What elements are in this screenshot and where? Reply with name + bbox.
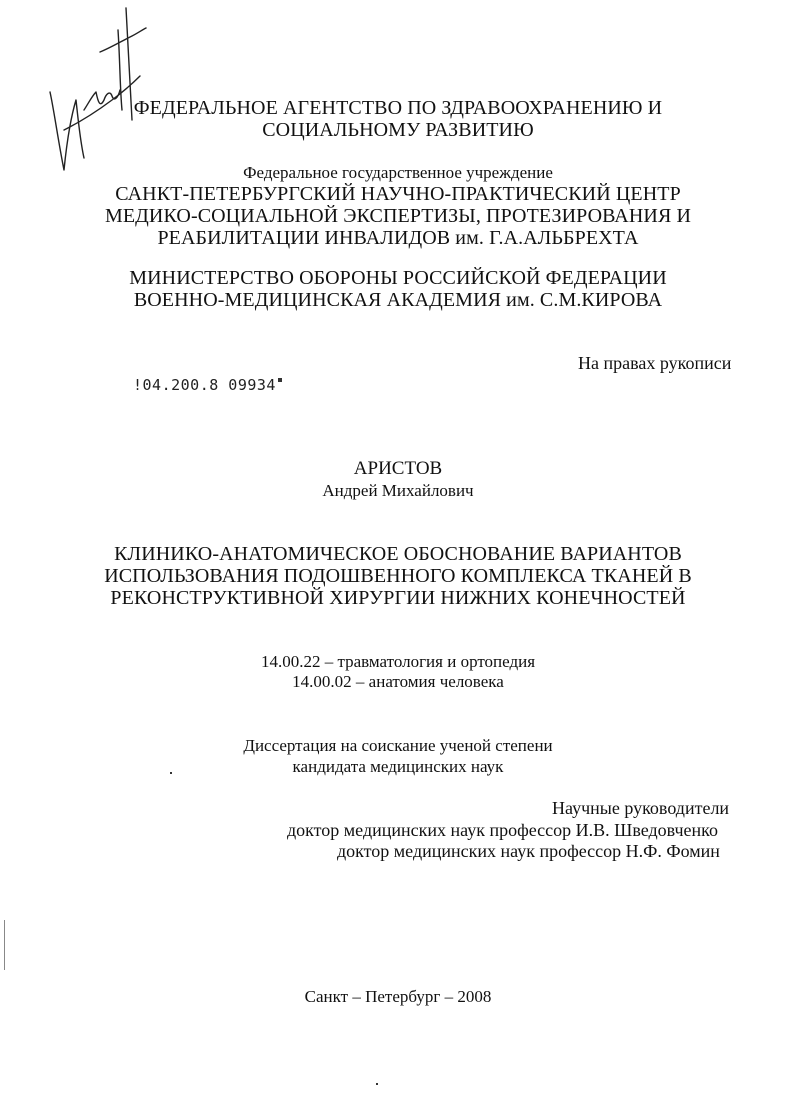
manuscript-rights: На правах рукописи xyxy=(578,353,732,373)
scan-speck xyxy=(376,1083,378,1085)
supervisor-1: доктор медицинских наук профессор И.В. Шведовченко xyxy=(287,820,718,840)
specialty-2: 14.00.02 – анатомия человека xyxy=(292,672,504,691)
title-line-3: РЕКОНСТРУКТИВНОЙ ХИРУРГИИ НИЖНИХ КОНЕЧНОСТЕЙ xyxy=(110,587,686,609)
supervisor-2: доктор медицинских наук профессор Н.Ф. Фомин xyxy=(337,841,720,861)
author-surname: АРИСТОВ xyxy=(353,458,443,479)
institution-name-3: РЕАБИЛИТАЦИИ ИНВАЛИДОВ им. Г.А.АЛЬБРЕХТА xyxy=(157,227,639,249)
specialty-1: 14.00.22 – травматология и ортопедия xyxy=(260,652,536,671)
institution-type: Федеральное государственное учреждение xyxy=(243,163,553,182)
author-given-name: Андрей Михайлович xyxy=(322,481,474,500)
scan-speck xyxy=(4,920,5,970)
institution-name-1: САНКТ-ПЕТЕРБУРГСКИЙ НАУЧНО-ПРАКТИЧЕСКИЙ ЦЕНТР xyxy=(115,183,681,205)
agency-line-2: СОЦИАЛЬНОМУ РАЗВИТИЮ xyxy=(262,119,534,141)
registration-stamp: !04.200.8 09934 xyxy=(133,376,276,394)
degree-line-1: Диссертация на соискание ученой степени xyxy=(243,736,553,755)
ministry-line-1: МИНИСТЕРСТВО ОБОРОНЫ РОССИЙСКОЙ ФЕДЕРАЦИИ xyxy=(129,267,667,289)
scan-speck xyxy=(278,378,282,382)
institution-name-2: МЕДИКО-СОЦИАЛЬНОЙ ЭКСПЕРТИЗЫ, ПРОТЕЗИРОВАНИЯ И xyxy=(104,205,692,227)
title-line-1: КЛИНИКО-АНАТОМИЧЕСКОЕ ОБОСНОВАНИЕ ВАРИАНТОВ xyxy=(114,543,682,565)
agency-line-1: ФЕДЕРАЛЬНОЕ АГЕНТСТВО ПО ЗДРАВООХРАНЕНИЮ И xyxy=(133,97,663,119)
ministry-line-2: ВОЕННО-МЕДИЦИНСКАЯ АКАДЕМИЯ им. С.М.КИРОВА xyxy=(133,289,663,311)
degree-line-2: кандидата медицинских наук xyxy=(292,757,504,776)
title-line-2: ИСПОЛЬЗОВАНИЯ ПОДОШВЕННОГО КОМПЛЕКСА ТКАНЕЙ В xyxy=(104,565,692,587)
supervisors-heading: Научные руководители xyxy=(552,798,730,818)
scan-speck xyxy=(170,772,172,774)
place-year: Санкт – Петербург – 2008 xyxy=(304,987,492,1006)
